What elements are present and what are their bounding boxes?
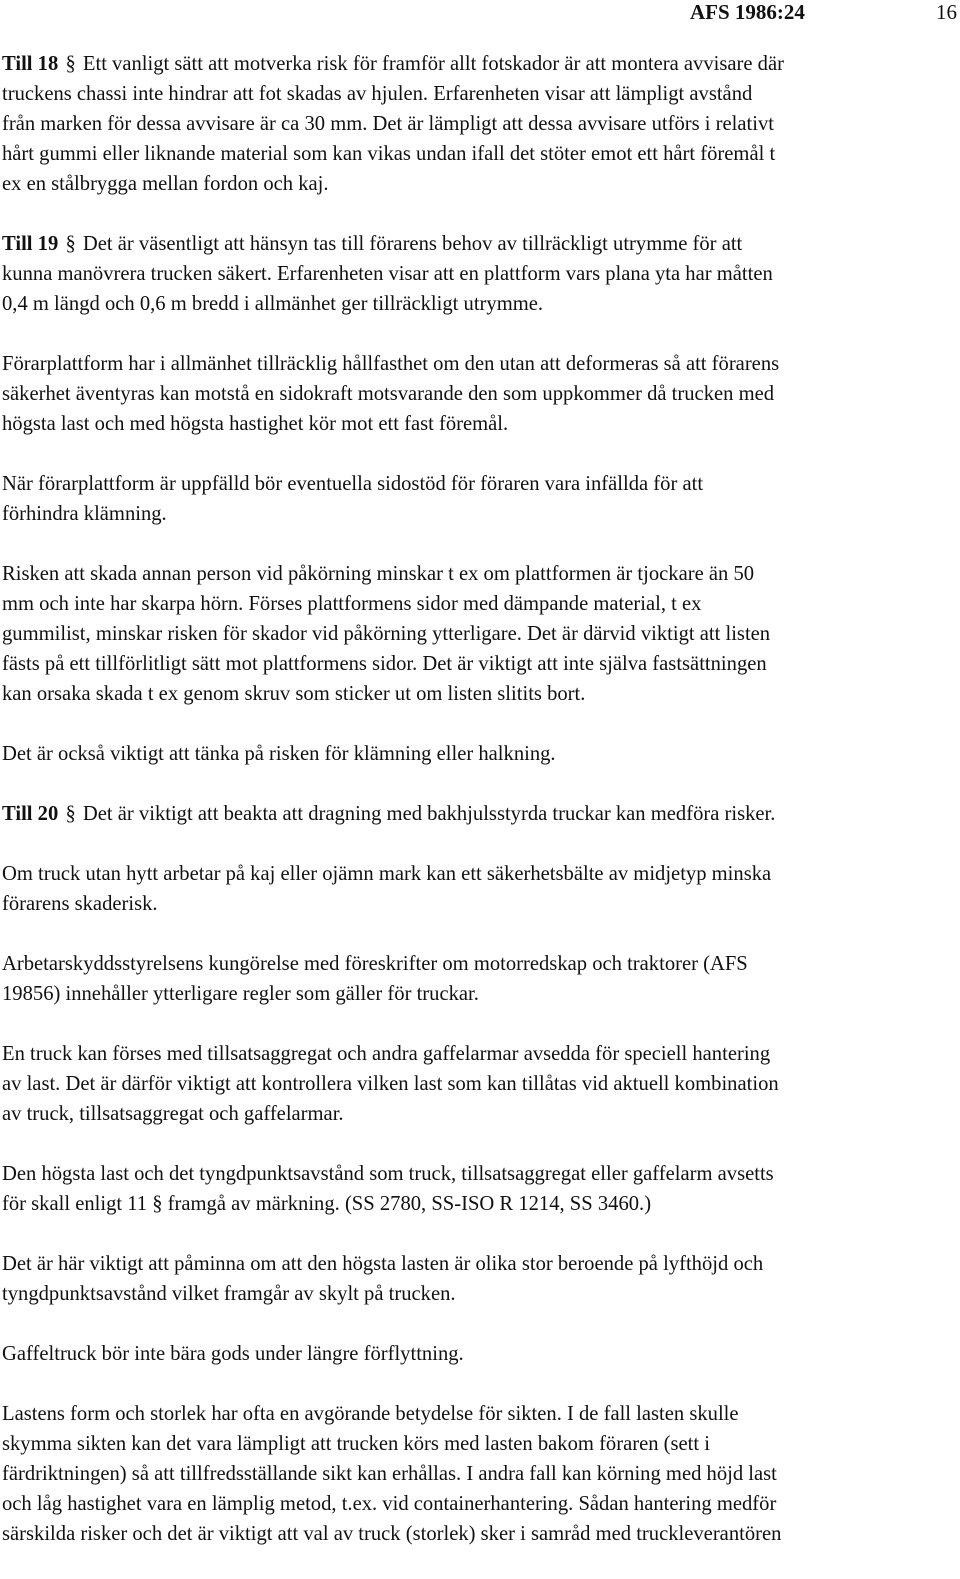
text-line bbox=[2, 49, 958, 79]
paragraph-sakerhetsbalte bbox=[2, 859, 958, 919]
text-line: Risken att skada annan person vid påkörning minskar t ex om plattformen är tjockare än 50 bbox=[2, 563, 755, 585]
text-line: En truck kan förses med tillsatsaggregat och andra gaffelarmar avsedda för speciell hantering bbox=[2, 1043, 771, 1065]
line-text: Ett vanligt sätt att motverka risk för framför allt fotskador är att montera avvisare där bbox=[82, 53, 784, 75]
text-line: ex en stålbrygga mellan fordon och kaj. bbox=[2, 173, 329, 195]
text-line: hårt gummi eller liknande material som kan vikas undan ifall det stöter emot ett hårt föremål t bbox=[2, 143, 776, 165]
text-line: kan orsaka skada t ex genom skruv som sticker ut om listen slitits bort. bbox=[2, 683, 586, 705]
text-line: från marken för dessa avvisare är ca 30 mm. Det är lämpligt att dessa avvisare utförs i relativt bbox=[2, 113, 774, 135]
paragraph-sidostod bbox=[2, 469, 958, 529]
paragraph-plattform-hallfasthet bbox=[2, 349, 958, 439]
paragraph-klamning bbox=[2, 739, 958, 769]
page-header bbox=[0, 0, 960, 30]
section-sign: § bbox=[65, 233, 76, 255]
text-line bbox=[2, 799, 958, 829]
section-sign: § bbox=[65, 803, 76, 825]
line-text: Det är viktigt att beakta att dragning med bakhjulsstyrda truckar kan medföra risker. bbox=[82, 803, 776, 825]
paragraph-till-18 bbox=[2, 49, 958, 199]
text-line: av truck, tillsatsaggregat och gaffelarmar. bbox=[2, 1103, 344, 1125]
text-line: Förarplattform har i allmänhet tillräcklig hållfasthet om den utan att deformeras så att förarens bbox=[2, 353, 780, 375]
text-line: mm och inte har skarpa hörn. Förses plattformens sidor med dämpande material, t ex bbox=[2, 593, 702, 615]
text-line: gummilist, minskar risken för skador vid påkörning ytterligare. Det är därvid viktigt att listen bbox=[2, 623, 771, 645]
paragraph-markning bbox=[2, 1159, 958, 1219]
text-line: När förarplattform är uppfälld bör eventuella sidostöd för föraren vara infällda för att bbox=[2, 473, 704, 495]
text-line: och låg hastighet vara en lämplig metod, t.ex. vid containerhantering. Sådan hantering medför bbox=[2, 1493, 777, 1515]
text-line: färdriktningen) så att tillfredsställande sikt kan erhållas. I andra fall kan körning med höjd last bbox=[2, 1463, 777, 1485]
text-line: Gaffeltruck bör inte bära gods under längre förflyttning. bbox=[2, 1343, 464, 1365]
text-line: högsta last och med högsta hastighet kör mot ett fast föremål. bbox=[2, 413, 509, 435]
text-line: fästs på ett tillförlitligt sätt mot plattformens sidor. Det är viktigt att inte själva fastsättningen bbox=[2, 653, 767, 675]
paragraph-till-20 bbox=[2, 799, 958, 829]
paragraph-till-19 bbox=[2, 229, 958, 319]
line-text: Det är väsentligt att hänsyn tas till förarens behov av tillräckligt utrymme för att bbox=[82, 233, 743, 255]
paragraph-tillsatsaggregat bbox=[2, 1039, 958, 1129]
text-line: Om truck utan hytt arbetar på kaj eller ojämn mark kan ett säkerhetsbälte av midjetyp minska bbox=[2, 863, 772, 885]
text-line: förhindra klämning. bbox=[2, 503, 167, 525]
text-line bbox=[2, 229, 958, 259]
section-reference: Till 20 bbox=[2, 803, 59, 825]
text-line: säkerhet äventyras kan motstå en sidokraft motsvarande den som uppkommer då trucken med bbox=[2, 383, 775, 405]
section-reference: Till 19 bbox=[2, 233, 59, 255]
text-line: tyngdpunktsavstånd vilket framgår av skylt på trucken. bbox=[2, 1283, 456, 1305]
text-line: av last. Det är därför viktigt att kontrollera vilken last som kan tillåtas vid aktuell kombination bbox=[2, 1073, 779, 1095]
paragraph-kungorelse bbox=[2, 949, 958, 1009]
text-line: Det är här viktigt att påminna om att den högsta lasten är olika stor beroende på lyfthöjd och bbox=[2, 1253, 764, 1275]
paragraph-lyfthojd bbox=[2, 1249, 958, 1309]
paragraph-gaffeltruck bbox=[2, 1339, 958, 1369]
text-line: Det är också viktigt att tänka på risken för klämning eller halkning. bbox=[2, 743, 556, 765]
text-line: Lastens form och storlek har ofta en avgörande betydelse för sikten. I de fall lasten skulle bbox=[2, 1403, 739, 1425]
section-sign: § bbox=[65, 53, 76, 75]
document-id: AFS 1986:24 bbox=[690, 0, 805, 24]
document-body bbox=[2, 49, 958, 1579]
text-line: truckens chassi inte hindrar att fot skadas av hjulen. Erfarenheten visar att lämpligt avstånd bbox=[2, 83, 753, 105]
text-line: 19856) innehåller ytterligare regler som gäller för truckar. bbox=[2, 983, 479, 1005]
text-line: 0,4 m längd och 0,6 m bredd i allmänhet ger tillräckligt utrymme. bbox=[2, 293, 544, 315]
paragraph-sikt bbox=[2, 1399, 958, 1549]
text-line: för skall enligt 11 § framgå av märkning. (SS 2780, SS-ISO R 1214, SS 3460.) bbox=[2, 1193, 652, 1215]
text-line: skymma sikten kan det vara lämpligt att trucken körs med lasten bakom föraren (sett i bbox=[2, 1433, 710, 1455]
text-line: särskilda risker och det är viktigt att val av truck (storlek) sker i samråd med truckleverantören bbox=[2, 1523, 782, 1545]
text-line: Den högsta last och det tyngdpunktsavstånd som truck, tillsatsaggregat eller gaffelarm avsetts bbox=[2, 1163, 774, 1185]
text-line: kunna manövrera trucken säkert. Erfarenheten visar att en plattform vars plana yta har måtten bbox=[2, 263, 773, 285]
page-number: 16 bbox=[936, 0, 957, 24]
paragraph-pakorning bbox=[2, 559, 958, 709]
section-reference: Till 18 bbox=[2, 53, 59, 75]
text-line: förarens skaderisk. bbox=[2, 893, 158, 915]
text-line: Arbetarskyddsstyrelsens kungörelse med föreskrifter om motorredskap och traktorer (AFS bbox=[2, 953, 748, 975]
